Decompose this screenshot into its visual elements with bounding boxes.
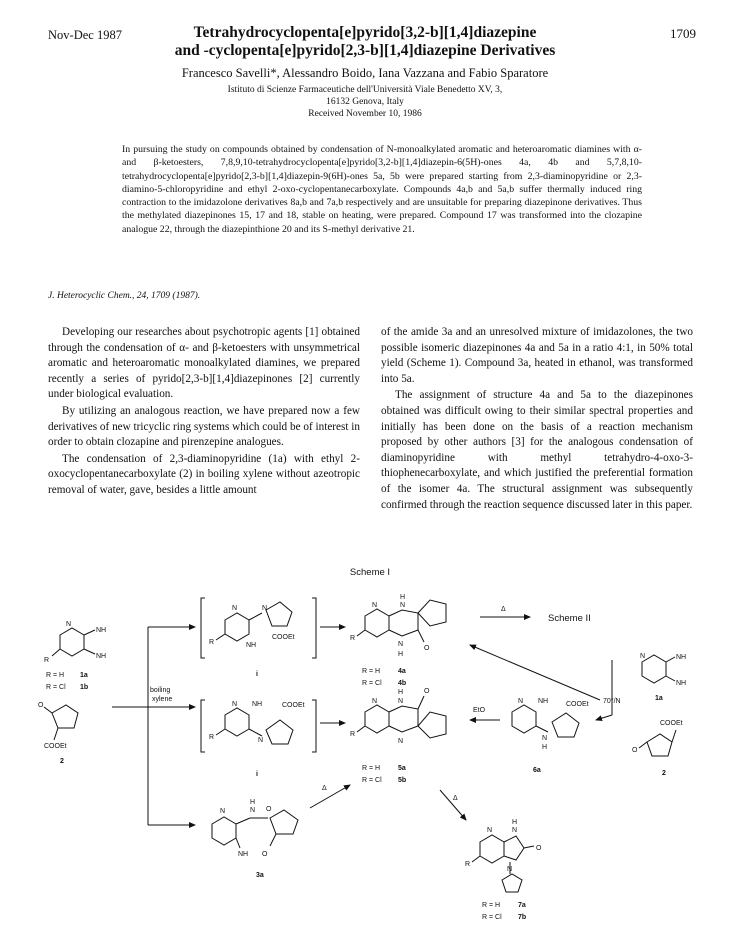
amine-label: NH [96,627,107,634]
atom-label-n: N [542,735,548,742]
atom-label-n: N [232,605,238,612]
condition-xylene: xylene [152,696,173,703]
substituent-r-h: R = H [362,668,381,675]
condition-boiling: boiling [150,687,171,694]
page-number: 1709 [670,26,696,41]
compound-label-1a: 1a [655,695,663,702]
arrow-to-6a [596,660,612,720]
atom-label-n: N [220,808,226,815]
atom-label-n: N [487,827,493,834]
authors: Francesco Savelli*, Alessandro Boido, Iana Vazzana and Fabio Sparatore [181,66,549,80]
compound-label-7a: 7a [518,902,526,909]
atom-label-n: N [398,738,404,745]
atom-label-n: N [232,701,238,708]
journal-issue: Nov-Dec 1987 [48,28,122,42]
atom-label-h: H [398,689,404,696]
body-column-right [381,325,693,513]
paragraph: The assignment of structure 4a and 5a to the diazepinones obtained was difficult owing to their similar spectral properties and initially has been done on the basis of a reaction mechanism proposed by other authors [3] for the analogous condensation of diaminopyridine with methyl tetrahydro-4-oxo-3-thiophenecarboxylate, and which justified the preferential formation of the isomer 4a. The structural assignment was subsequently confirmed through the reaction sequence discussed later in this paper. [381,389,693,511]
substituent-r-cl: R = Cl [46,684,66,691]
compound-3a-structure [212,810,298,848]
atom-label-o: O [536,845,542,852]
paragraph: By utilizing an analogous reaction, we have prepared now a few derivatives of new tricyclic ring systems which could be of interest in order to obtain clozapine and pirenzepine analogues. [48,404,360,449]
amine-label: NH [676,654,687,661]
compound-label-i1: i [256,671,258,678]
atom-label-n: N [258,737,264,744]
compound-label-7b: 7b [518,914,527,921]
title-line-2: and -cyclopenta[e]pyrido[2,3-b][1,4]diazepine Derivatives [174,42,556,59]
substituent-r-cl: R = Cl [362,680,382,687]
affiliation-line-2: 16132 Genova, Italy [326,97,404,107]
heat-symbol: Δ [453,795,458,802]
ester-label: COOEt [272,634,295,641]
substituent-r-cl: R = Cl [482,914,502,921]
substituent-r-h: R = H [46,672,65,679]
compound-label-2: 2 [662,770,666,777]
compound-label-6a: 6a [533,767,541,774]
atom-label-n: N [250,807,256,814]
ester-label: COOEt [566,701,589,708]
amine-label: NH [538,698,549,705]
r-label: R [209,734,215,741]
compound-label-3a: 3a [256,872,264,879]
r-label: R [350,731,356,738]
atom-label-n: N [372,602,378,609]
r-label: R [465,861,471,868]
amine-label: NH [246,642,257,649]
r-label: R [44,657,50,664]
atom-label-n: N [640,653,646,660]
atom-label-h: H [542,744,548,751]
abstract: In pursuing the study on compounds obtained by condensation of N-monoalkylated aromatic and heteroaromatic diamines with α- and β-ketoesters, 7,8,9,10-tetrahydrocyclopenta[e]pyrido[3,2-b][1,4]diazepin-6(5H)-ones 4a, 4b and 5,7,8,10-tetrahydrocyclopenta[e]pyrido[2,3-b][1,4]diazepin-9(6H)-ones 5a, 5b were prepared starting from 2,3-diaminopyridine or 2,3-diamino-5-chloropyridine and ethyl 2-oxo-cyclopentanecarboxylate. Compounds 4a,b and 5a,b suffer thermally induced ring contraction to the imidazolone derivatives 8a,b and 7a,b respectively and are unsuitable for preparing diazepinone derivatives. Thus the methylated diazepinones 15, 17 and 18, stable on heating, were prepared. Compound 17 was transformed into the clozapine analogue 22, through the diazepinthione 20 and its S-methyl derivative 21. [122,144,642,235]
compound-label-i2: i [256,771,258,778]
atom-label-o: O [262,851,268,858]
atom-label-o: O [266,806,272,813]
atom-label-n: N [518,698,524,705]
reaction-arrow [310,785,350,808]
atom-label-h: H [512,819,518,826]
amine-label: NH [96,653,107,660]
compound-label-4b: 4b [398,680,407,687]
title-line-1: Tetrahydrocyclopenta[e]pyrido[3,2-b][1,4]diazepine [193,24,537,41]
reaction-scheme [0,580,729,937]
atom-label-h: H [398,651,404,658]
ester-label: COOEt [44,743,67,750]
substituent-r-h: R = H [482,902,501,909]
heat-symbol: Δ [501,606,506,613]
substituent-r-h: R = H [362,765,381,772]
scheme-ii-reference: Scheme II [548,613,591,624]
compound-label-4a: 4a [398,668,406,675]
affiliation [140,84,590,120]
scheme-title: Scheme I [349,567,391,578]
compound-1a-right-structure [639,655,676,756]
amine-label: NH [238,851,249,858]
ester-label: COOEt [282,702,305,709]
affiliation-line-1: Istituto di Scienze Farmaceutiche dell'Università Viale Benedetto XV, 3, [227,85,503,95]
atom-label-o: O [424,645,430,652]
atom-label-n: N [400,602,406,609]
atom-label-n: N [398,641,404,648]
condition-70-n2: 70°/N [603,698,621,705]
paragraph: of the amide 3a and an unresolved mixture of imidazolones, the two possible isomeric diazepinones 4a and 5a in a ratio 4:1, in 50% total yield (Scheme 1). Compound 3a, heated in ethanol, was transformed into 5a. [381,326,693,385]
compound-7-structure [472,835,534,892]
compound-2-structure [44,705,78,740]
reaction-arrow [470,645,600,700]
reagent-ethoxide: EtO [473,707,486,714]
amine-label: NH [252,701,263,708]
ester-label: COOEt [660,720,683,727]
paragraph: Developing our researches about psychotropic agents [1] obtained through the condensation of α- and β-ketoesters with unsymmetrical aromatic and heteroaromatic monoalkylated diamines, we prepared recently a series of pyrido[2,3-b][1,4]diazepinones [2] currently under biological evaluation. [48,326,360,401]
compound-label-5a: 5a [398,765,406,772]
atom-label-n: N [66,621,72,628]
r-label: R [209,639,215,646]
atom-label-n: N [507,866,513,873]
atom-label-h: H [250,799,256,806]
atom-label-n: N [262,605,268,612]
intermediate-i1-structure [201,598,316,658]
compound-label-1a: 1a [80,672,88,679]
atom-label-o: O [38,702,44,709]
atom-label-h: H [400,594,406,601]
paragraph: The condensation of 2,3-diaminopyridine (1a) with ethyl 2-oxocyclopentanecarboxylate (2) in boiling xylene without azeotropic removal of water, gave, besides a little amount [48,452,360,496]
substituent-r-cl: R = Cl [362,777,382,784]
body-column-left [48,325,360,499]
r-label: R [350,635,356,642]
heat-symbol: Δ [322,785,327,792]
compound-1-structure [52,628,95,656]
atom-label-n: N [398,698,404,705]
compound-6a-structure [512,705,579,737]
atom-label-n: N [512,827,518,834]
compound-label-5b: 5b [398,777,407,784]
compound-label-1b: 1b [80,684,89,691]
atom-label-o: O [632,747,638,754]
amine-label: NH [676,680,687,687]
atom-label-n: N [372,698,378,705]
compound-label-2: 2 [60,758,64,765]
citation: J. Heterocyclic Chem., 24, 1709 (1987). [48,291,201,301]
atom-label-o: O [424,688,430,695]
branch-arrows [112,627,195,825]
received-date: Received November 10, 1986 [308,109,422,119]
